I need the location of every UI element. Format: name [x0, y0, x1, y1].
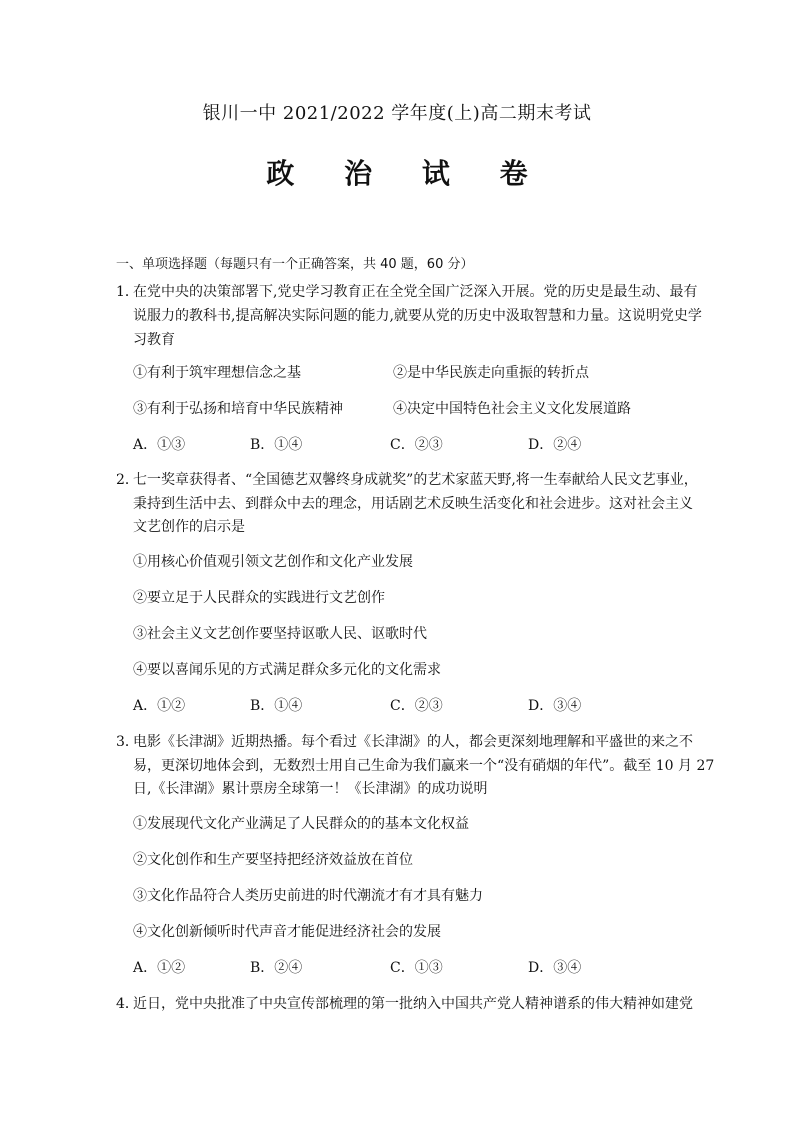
answer-choice-c[interactable]: C．②③ — [390, 437, 443, 453]
statement-option: ①发展现代文化产业满足了人民群众的的基本文化权益 — [133, 816, 469, 832]
statement-option: ③有利于弘扬和培育中华民族精神 — [133, 401, 343, 417]
question-stem-line: 秉持到生活中去、到群众中去的理念，用话剧艺术反映生活变化和社会进步。这对社会主义 — [133, 496, 693, 512]
answer-choice-d[interactable]: D．③④ — [528, 698, 582, 714]
statement-option: ①用核心价值观引领文艺创作和文化产业发展 — [133, 554, 413, 570]
question-stem-line: 说服力的教科书,提高解决实际问题的能力,就要从党的历史中汲取智慧和力量。这说明党史学 — [133, 308, 702, 324]
question-number: 2． — [116, 472, 139, 488]
question-stem-line: 近日，党中央批准了中央宣传部梳理的第一批纳入中国共产党人精神谱系的伟大精神如建党 — [133, 996, 693, 1012]
statement-option: ③社会主义文艺创作要坚持讴歌人民、讴歌时代 — [133, 626, 427, 642]
question-stem-line: 七一奖章获得者、“全国德艺双馨终身成就奖”的艺术家蓝天野,将一生奉献给人民文艺事业， — [133, 472, 698, 488]
question-stem-line: 文艺创作的启示是 — [133, 519, 245, 535]
answer-choice-d[interactable]: D．②④ — [528, 437, 582, 453]
answer-choice-b[interactable]: B．①④ — [250, 698, 303, 714]
statement-option: ④决定中国特色社会主义文化发展道路 — [393, 401, 631, 417]
question-stem-line: 易，更深切地体会到，无数烈士用自己生命为我们赢来一个“没有硝烟的年代”。截至 10 月 27 — [133, 758, 715, 774]
section-heading: 一、单项选择题（每题只有一个正确答案，共 40 题，60 分） — [116, 257, 474, 272]
statement-option: ④文化创新倾听时代声音才能促进经济社会的发展 — [133, 924, 441, 940]
statement-option: ③文化作品符合人类历史前进的时代潮流才有才具有魅力 — [133, 888, 483, 904]
answer-choice-b[interactable]: B．②④ — [250, 960, 303, 976]
question-number: 1． — [116, 284, 139, 300]
answer-choice-b[interactable]: B．①④ — [250, 437, 303, 453]
question-stem-line: 电影《长津湖》近期热播。每个看过《长津湖》的人，都会更深刻地理解和平盛世的来之不 — [133, 734, 693, 750]
answer-choice-c[interactable]: C．②③ — [390, 698, 443, 714]
school-exam-header: 银川一中 2021/2022 学年度(上)高二期末考试 — [202, 103, 592, 124]
question-stem-line: 在党中央的决策部署下,党史学习教育正在全党全国广泛深入开展。党的历史是最生动、最有 — [133, 284, 698, 300]
statement-option: ②是中华民族走向重振的转折点 — [393, 365, 589, 381]
answer-choice-c[interactable]: C．①③ — [390, 960, 443, 976]
question-stem-line: 日,《长津湖》累计票房全球第一！《长津湖》的成功说明 — [133, 781, 488, 797]
question-number: 4． — [116, 996, 139, 1012]
answer-choice-d[interactable]: D．③④ — [528, 960, 582, 976]
statement-option: ②文化创作和生产要坚持把经济效益放在首位 — [133, 852, 413, 868]
question-number: 3． — [116, 734, 139, 750]
answer-choice-a[interactable]: A．①③ — [133, 437, 186, 453]
statement-option: ④要以喜闻乐见的方式满足群众多元化的文化需求 — [133, 662, 441, 678]
statement-option: ①有利于筑牢理想信念之基 — [133, 365, 301, 381]
question-stem-line: 习教育 — [133, 332, 175, 348]
answer-choice-a[interactable]: A．①② — [133, 698, 186, 714]
statement-option: ②要立足于人民群众的实践进行文艺创作 — [133, 590, 385, 606]
subject-title: 政 治 试 卷 — [266, 157, 548, 190]
answer-choice-a[interactable]: A．①② — [133, 960, 186, 976]
